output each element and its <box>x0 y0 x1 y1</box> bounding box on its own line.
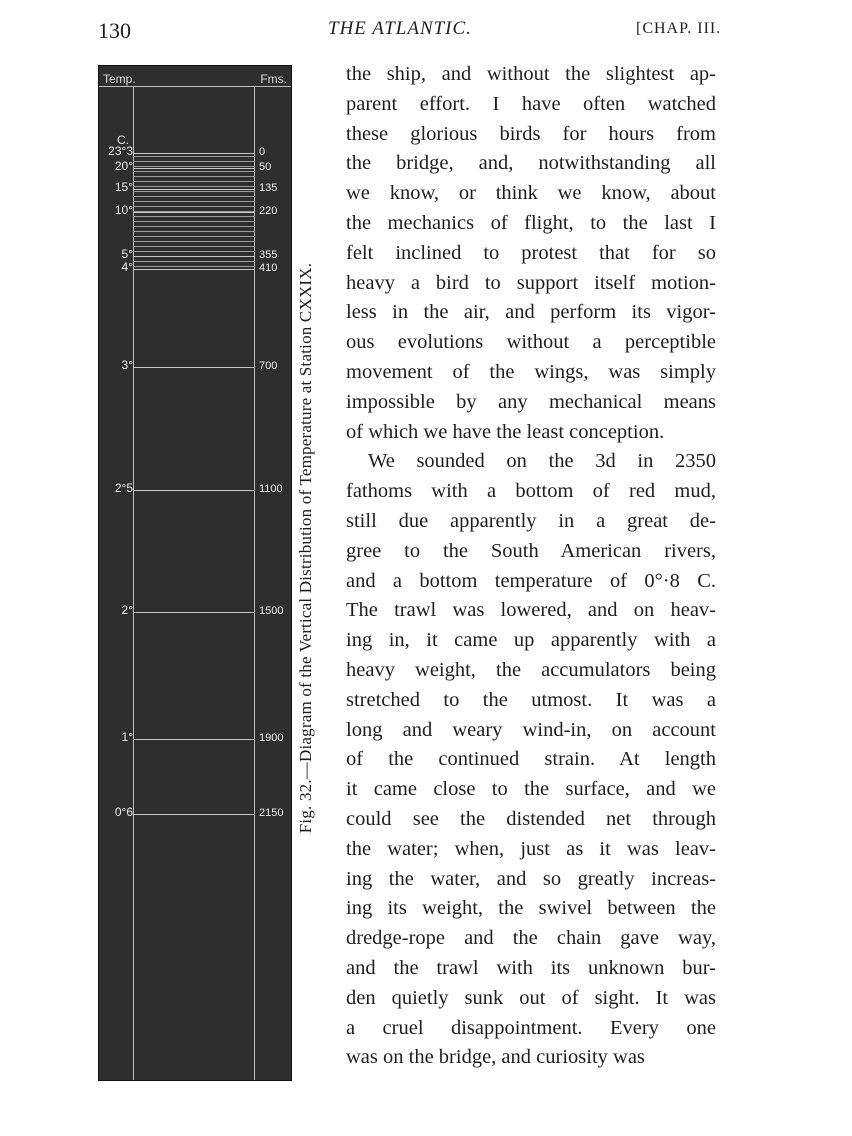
hatch-line <box>133 236 255 237</box>
text-line: ous evolutions without a perceptible <box>346 331 716 354</box>
text-line: and the trawl with its unknown bur- <box>346 956 716 979</box>
depth-label: 1100 <box>259 483 283 495</box>
text-line: we know, or think we know, about <box>346 182 716 205</box>
temperature-label: 5° <box>121 247 133 261</box>
temperature-label: 15° <box>114 180 133 194</box>
hatch-line <box>133 171 255 172</box>
text-line: could see the distended net through <box>346 807 716 830</box>
text-line: still due apparently in a great de- <box>346 509 716 532</box>
text-line: the mechanics of flight, to the last I <box>346 211 716 234</box>
depth-label: 50 <box>259 161 272 173</box>
hatch-line <box>133 231 255 232</box>
depth-label: 410 <box>259 262 278 274</box>
text-line: and a bottom temperature of 0°·8 C. <box>346 569 716 592</box>
chapter-mark: [CHAP. III. <box>636 20 722 37</box>
level-line <box>133 612 255 613</box>
hatch-line <box>133 266 255 267</box>
body-text <box>346 60 716 1073</box>
depth-label: 2150 <box>259 807 284 819</box>
text-line: gree to the South American rivers, <box>346 539 716 562</box>
text-line: these glorious birds for hours from <box>346 122 716 145</box>
text-line: the water; when, just as it was leav- <box>346 837 716 860</box>
level-line <box>133 153 255 154</box>
temperature-label: 3° <box>121 358 133 372</box>
figure-caption: Fig. 32.—Diagram of the Vertical Distribution of Temperature at Station CXXIX. <box>296 262 315 834</box>
depth-label: 220 <box>259 205 278 217</box>
text-line: of the continued strain. At length <box>346 748 716 771</box>
text-line: impossible by any mechanical means <box>346 390 716 413</box>
diagram-header-rule <box>99 86 291 87</box>
text-line: fathoms with a bottom of red mud, <box>346 480 716 503</box>
hatch-line <box>133 241 255 242</box>
level-line <box>133 490 255 491</box>
hatch-line <box>133 226 255 227</box>
level-line <box>133 189 255 190</box>
temperature-label: 4° <box>121 260 133 274</box>
text-line: The trawl was lowered, and on heav- <box>346 599 716 622</box>
depth-label: 355 <box>259 249 278 261</box>
text-line: the bridge, and, notwithstanding all <box>346 152 716 175</box>
hatch-line <box>133 246 255 247</box>
text-line: of which we have the least conception. <box>346 420 665 443</box>
depth-label: 1900 <box>259 732 284 744</box>
level-line <box>133 168 255 169</box>
temperature-label: 20° <box>114 159 133 173</box>
text-line: ing in, it came up apparently with a <box>346 629 716 652</box>
hatch-line <box>133 221 255 222</box>
level-line <box>133 367 255 368</box>
hatch-line <box>133 261 255 262</box>
page-header <box>0 18 852 48</box>
temperature-label: 2°5 <box>114 481 133 495</box>
level-line <box>133 212 255 213</box>
text-line: heavy weight, the accumulators being <box>346 658 716 681</box>
text-line: ing its weight, the swivel between the <box>346 897 716 920</box>
hatch-line <box>133 201 255 202</box>
text-line: less in the air, and perform its vigor- <box>346 301 716 324</box>
text-line: the ship, and without the slightest ap- <box>346 63 716 85</box>
fathoms-column-header: Fms. <box>260 72 287 86</box>
level-line <box>133 814 255 815</box>
hatch-line <box>133 161 255 162</box>
text-line: heavy a bird to support itself motion- <box>346 271 716 294</box>
hatch-line <box>133 181 255 182</box>
depth-label: 700 <box>259 360 278 372</box>
hatch-line <box>133 206 255 207</box>
hatch-line <box>133 156 255 157</box>
hatch-line <box>133 186 255 187</box>
hatch-line <box>133 166 255 167</box>
text-line: long and weary wind-in, on account <box>346 718 716 741</box>
celsius-unit-label: C. <box>117 133 129 147</box>
text-line: stretched to the utmost. It was a <box>346 688 716 711</box>
hatch-line <box>133 251 255 252</box>
temperature-column-header: Temp. <box>103 72 136 86</box>
hatch-line <box>133 176 255 177</box>
hatch-line <box>133 196 255 197</box>
temperature-label: 2° <box>121 603 133 617</box>
depth-label: 1500 <box>259 605 284 617</box>
text-line: parent effort. I have often watched <box>346 92 716 115</box>
hatch-line <box>133 216 255 217</box>
running-title: THE ATLANTIC. <box>328 18 472 39</box>
temperature-label: 1° <box>121 730 133 744</box>
level-line <box>133 269 255 270</box>
temperature-label: 0°6 <box>114 805 133 819</box>
text-line: a cruel disappointment. Every one <box>346 1016 716 1039</box>
depth-label: 0 <box>259 146 266 158</box>
level-line <box>133 256 255 257</box>
page-number: 130 <box>98 18 131 43</box>
temperature-label: 10° <box>114 203 133 217</box>
text-line: den quietly sunk out of sight. It was <box>346 986 716 1009</box>
temperature-diagram <box>98 65 292 1081</box>
text-line: ing the water, and so greatly increas- <box>346 867 716 890</box>
depth-label: 135 <box>259 182 278 194</box>
temperature-label: 23°3 <box>108 144 133 158</box>
text-line: movement of the wings, was simply <box>346 360 716 383</box>
text-line: was on the bridge, and curiosity was <box>346 1046 645 1069</box>
hatch-line <box>133 191 255 192</box>
level-line <box>133 739 255 740</box>
text-line: felt inclined to protest that for so <box>346 241 716 264</box>
text-line: it came close to the surface, and we <box>346 778 716 801</box>
text-line: We sounded on the 3d in 2350 <box>368 450 716 473</box>
text-line: dredge-rope and the chain gave way, <box>346 927 716 950</box>
